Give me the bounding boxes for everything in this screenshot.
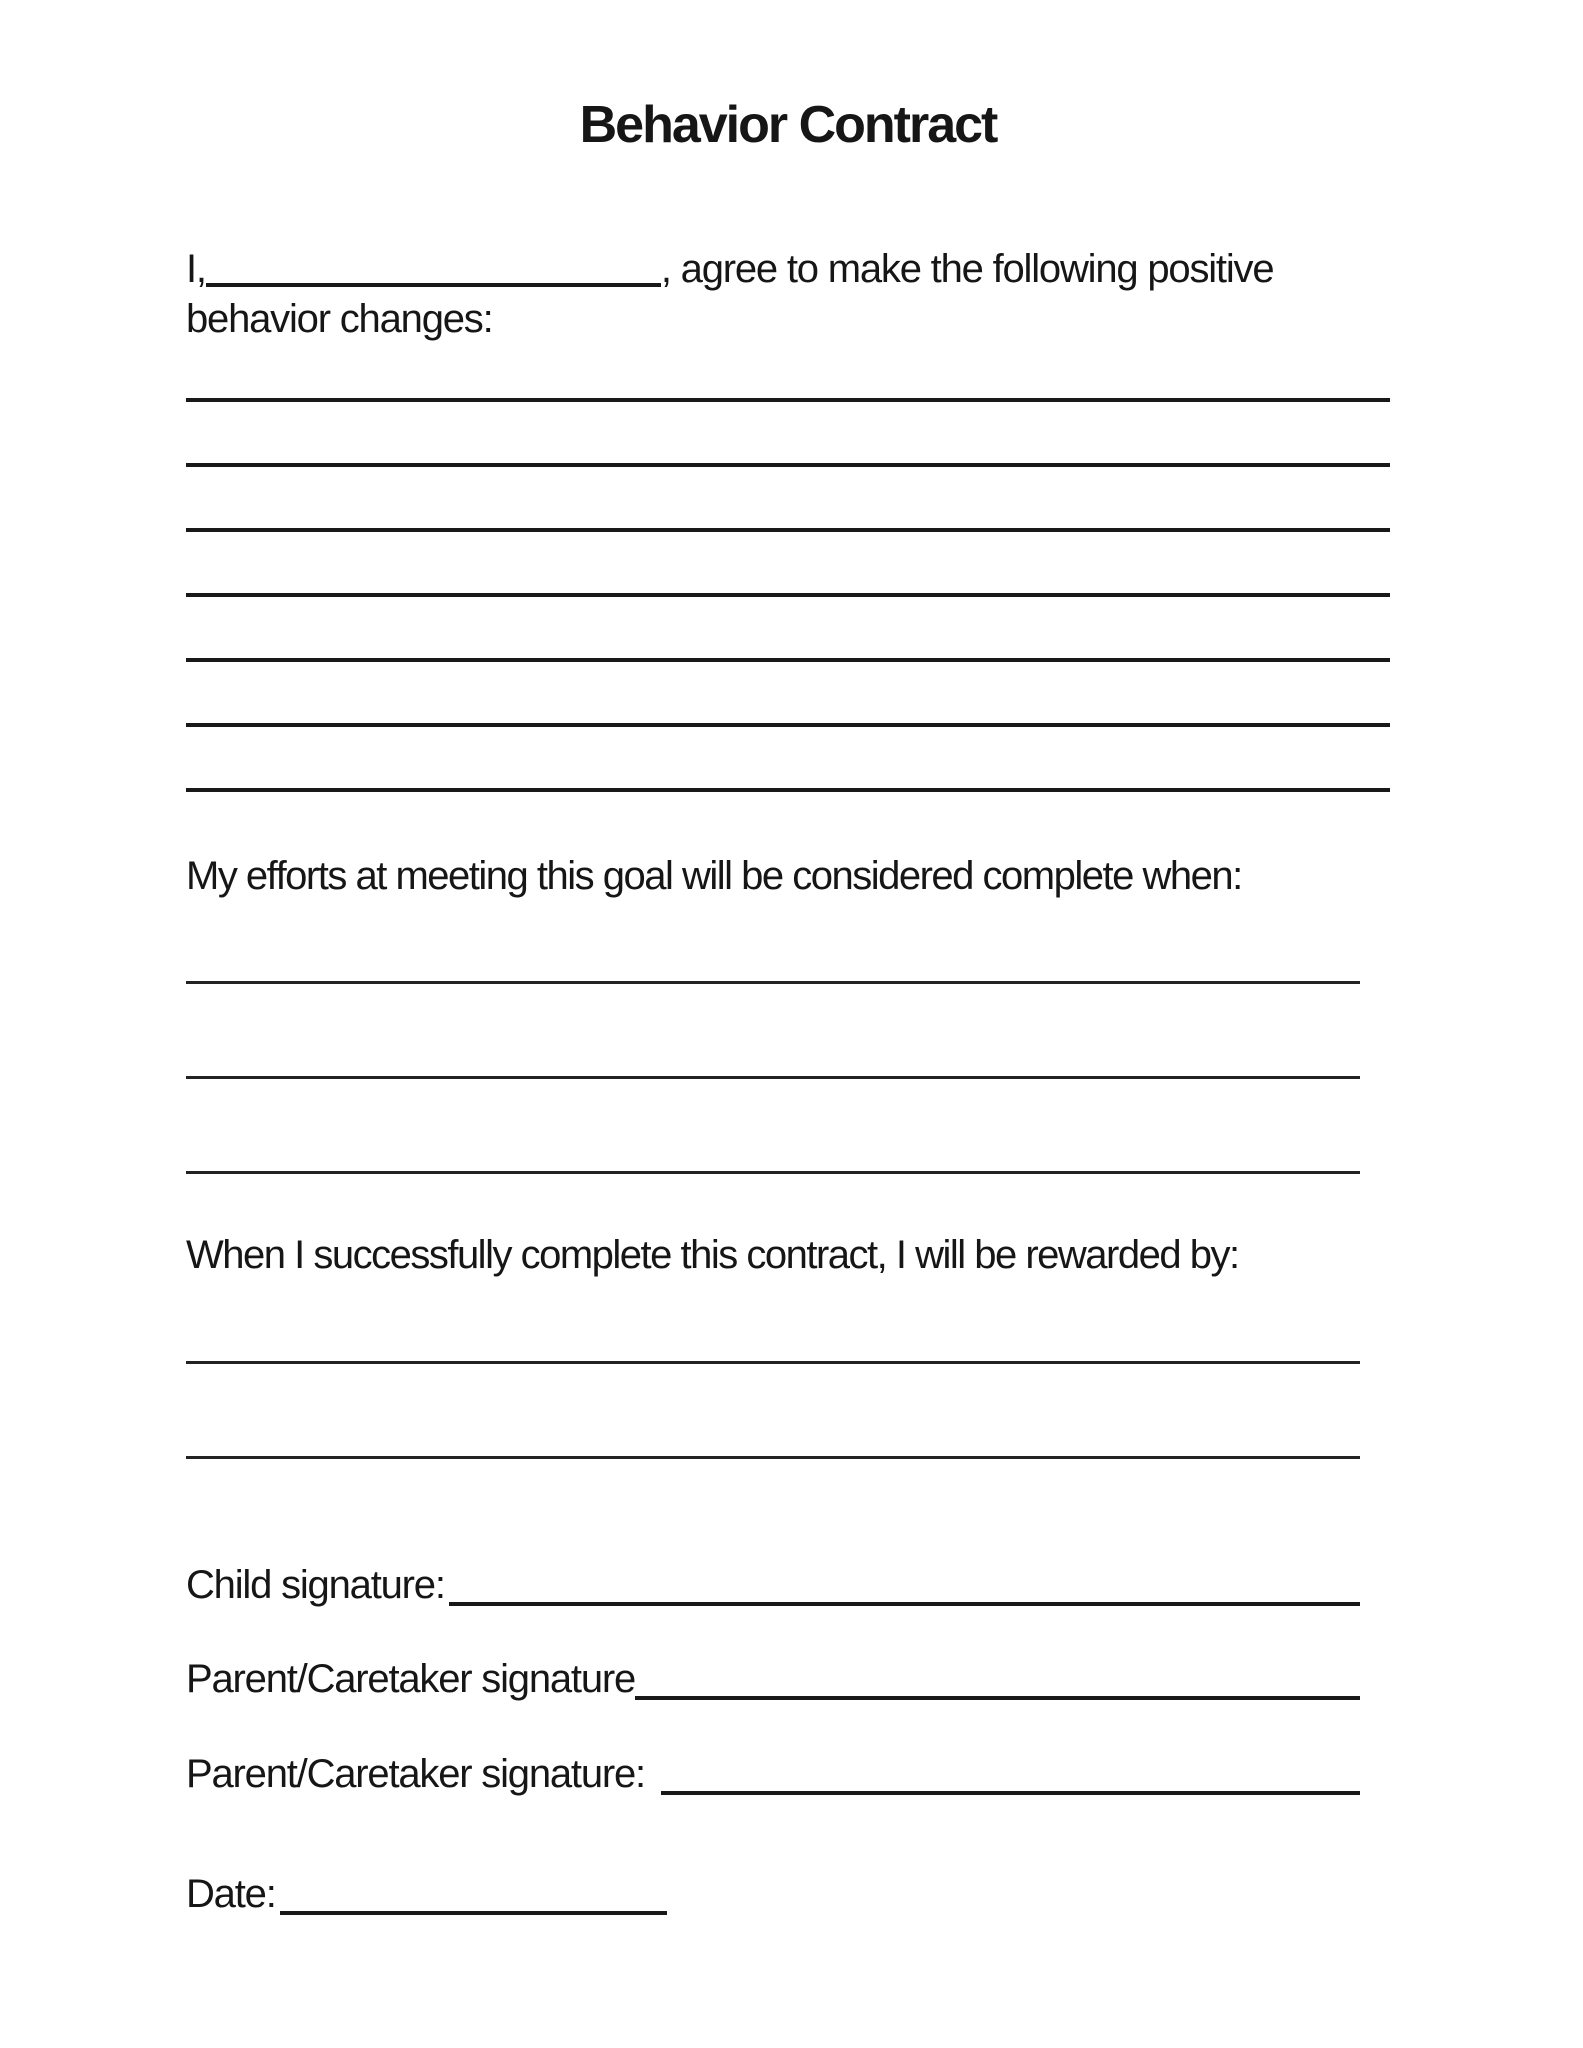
behavior-changes-blank-lines: [186, 337, 1390, 792]
blank-line[interactable]: [186, 662, 1390, 727]
blank-line[interactable]: [186, 1269, 1360, 1364]
document-content: [186, 0, 1390, 1919]
blank-line[interactable]: [186, 727, 1390, 792]
blank-line[interactable]: [186, 402, 1390, 467]
intro-suffix: , agree to make the following positive behavior changes:: [186, 247, 1274, 341]
reward-blank-lines: [186, 1269, 1390, 1459]
child-signature-row: [186, 1560, 1390, 1610]
name-blank-field[interactable]: [206, 253, 661, 287]
completion-blank-lines: [186, 889, 1390, 1174]
blank-line[interactable]: [186, 1079, 1360, 1174]
page-title: Behavior Contract: [579, 96, 997, 154]
parent-signature-row-1: [186, 1654, 1390, 1704]
parent-signature-row-2: [186, 1749, 1390, 1799]
child-signature-field[interactable]: [449, 1560, 1360, 1606]
parent-signature-field-2[interactable]: [661, 1749, 1360, 1795]
blank-line[interactable]: [186, 337, 1390, 402]
blank-line[interactable]: [186, 467, 1390, 532]
child-signature-label: Child signature:: [186, 1563, 445, 1607]
blank-line[interactable]: [186, 532, 1390, 597]
reward-heading: When I successfully complete this contract, I will be rewarded by:: [186, 1233, 1239, 1277]
blank-line[interactable]: [186, 984, 1360, 1079]
blank-line[interactable]: [186, 597, 1390, 662]
date-label: Date:: [186, 1872, 276, 1916]
completion-heading: My efforts at meeting this goal will be considered complete when:: [186, 854, 1242, 898]
intro-prefix: I,: [186, 247, 206, 291]
date-field[interactable]: [280, 1869, 667, 1915]
blank-line[interactable]: [186, 1364, 1360, 1459]
date-row: [186, 1869, 1390, 1919]
parent-signature-label-2: Parent/Caretaker signature:: [186, 1752, 645, 1796]
parent-signature-field-1[interactable]: [635, 1654, 1360, 1700]
intro-paragraph: [186, 244, 1390, 344]
blank-line[interactable]: [186, 889, 1360, 984]
parent-signature-label-1: Parent/Caretaker signature: [186, 1657, 636, 1701]
